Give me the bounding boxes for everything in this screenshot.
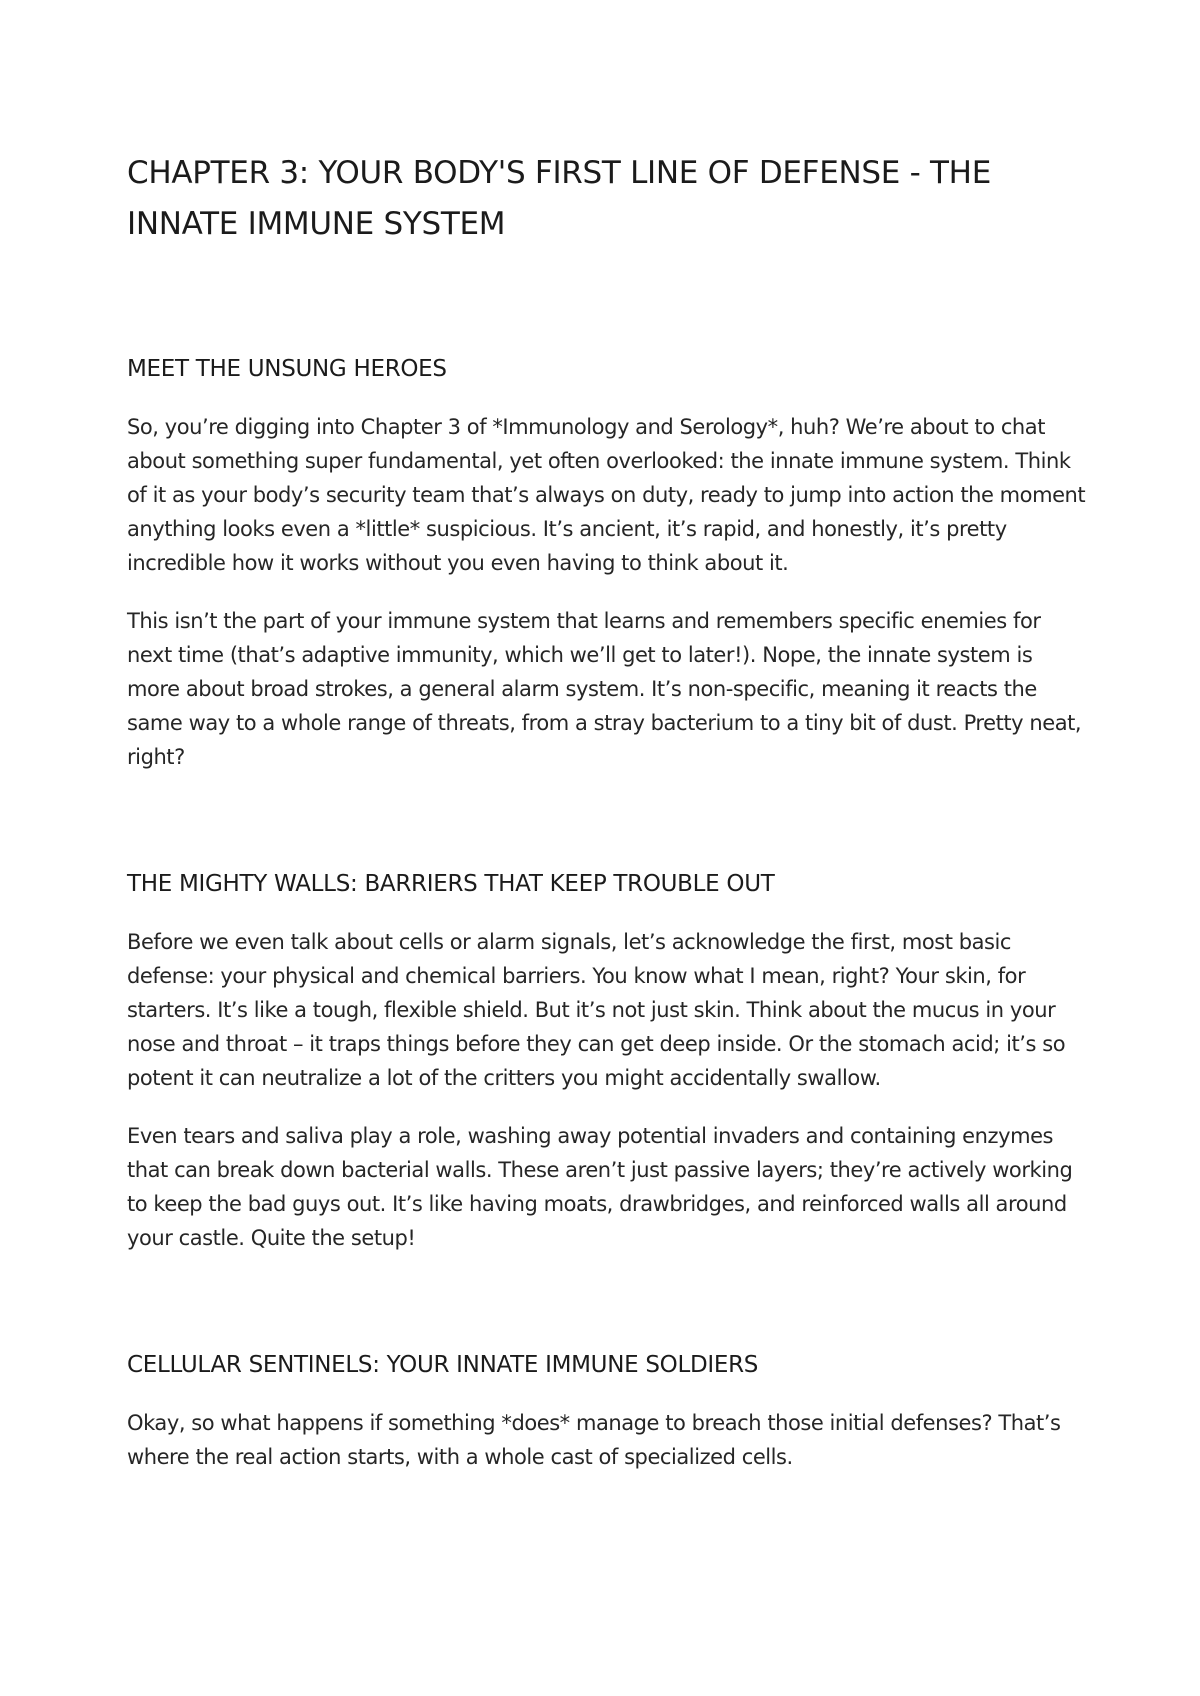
document-body xyxy=(127,148,1087,1474)
chapter-title: CHAPTER 3: YOUR BODY'S FIRST LINE OF DEFENSE - THE INNATE IMMUNE SYSTEM xyxy=(127,155,991,242)
paragraph: This isn’t the part of your immune system that learns and remembers specific enemies for next time (that’s adaptive immunity, which we’ll get to later!). Nope, the innate system is more about broad strokes, a general alarm system. It’s non-specific, meaning it reacts the same way to a whole range of threats, from a stray bacterium to a tiny bit of dust. Pretty neat, right? xyxy=(127,609,1082,769)
section-heading: CELLULAR SENTINELS: YOUR INNATE IMMUNE SOLDIERS xyxy=(127,1352,759,1378)
paragraph: Okay, so what happens if something *does* manage to breach those initial defenses? That’s where the real action starts, with a whole cast of specialized cells. xyxy=(127,1411,1061,1469)
section-heading: THE MIGHTY WALLS: BARRIERS THAT KEEP TROUBLE OUT xyxy=(127,871,775,897)
section-meet-the-unsung-heroes xyxy=(127,352,1087,774)
section-the-mighty-walls xyxy=(127,867,1087,1255)
paragraph: So, you’re digging into Chapter 3 of *Immunology and Serology*, huh? We’re about to chat about something super fundamental, yet often overlooked: the innate immune system. Think of it as your body’s security team that’s always on duty, ready to jump into action the moment anything looks even a *little* suspicious. It’s ancient, it’s rapid, and honestly, it’s pretty incredible how it works without you even having to think about it. xyxy=(127,415,1086,575)
section-cellular-sentinels xyxy=(127,1348,1087,1474)
paragraph: Before we even talk about cells or alarm signals, let’s acknowledge the first, most basic defense: your physical and chemical barriers. You know what I mean, right? Your skin, for starters. It’s like a tough, flexible shield. But it’s not just skin. Think about the mucus in your nose and throat – it traps things before they can get deep inside. Or the stomach acid; it’s so potent it can neutralize a lot of the critters you might accidentally swallow. xyxy=(127,930,1066,1090)
section-heading: MEET THE UNSUNG HEROES xyxy=(127,356,447,382)
paragraph: Even tears and saliva play a role, washing away potential invaders and containing enzymes that can break down bacterial walls. These aren’t just passive layers; they’re actively working to keep the bad guys out. It’s like having moats, drawbridges, and reinforced walls all around your castle. Quite the setup! xyxy=(127,1124,1073,1250)
